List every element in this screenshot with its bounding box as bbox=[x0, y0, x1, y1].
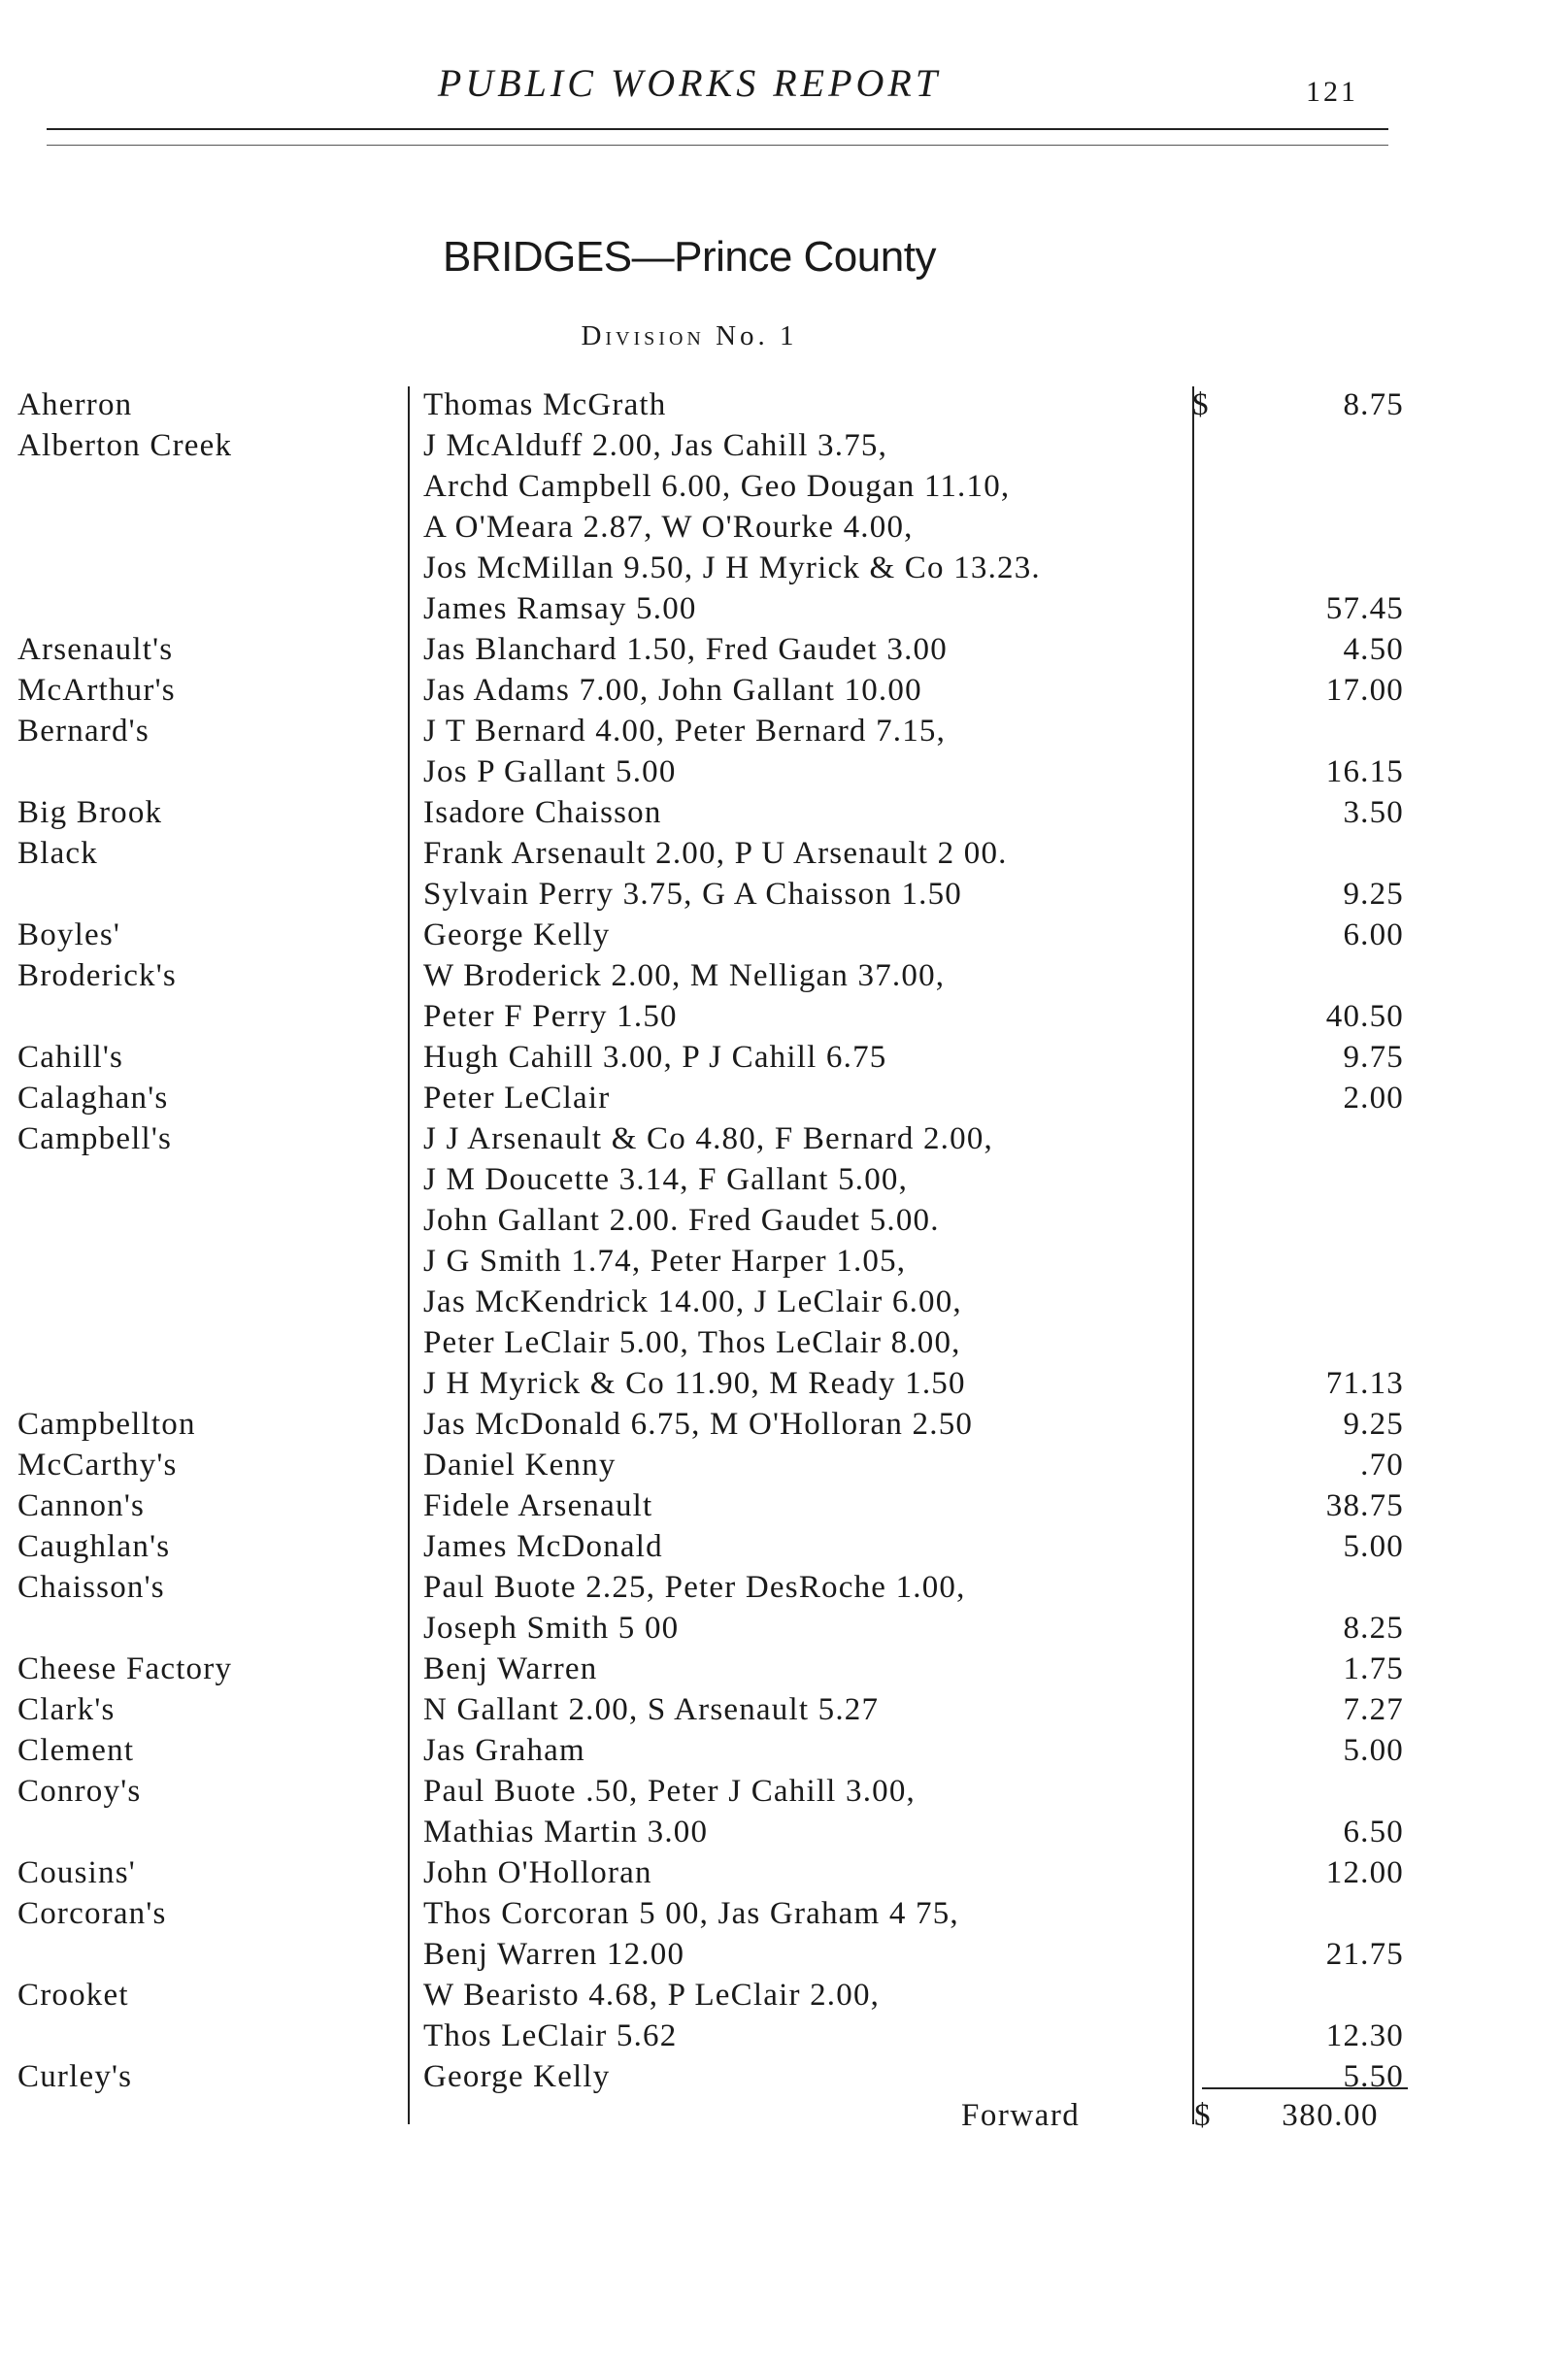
row-amount: 5.00 bbox=[1343, 1733, 1404, 1768]
payee-entries: A O'Meara 2.87, W O'Rourke 4.00, bbox=[423, 510, 914, 545]
bridge-name: Cahill's bbox=[17, 1040, 124, 1075]
payee-entries: Peter LeClair bbox=[423, 1081, 611, 1116]
bridge-name bbox=[10, 507, 416, 548]
forward-label: Forward bbox=[961, 2098, 1081, 2133]
bridge-name: Campbellton bbox=[17, 1407, 196, 1442]
ledger-row bbox=[10, 1608, 1418, 1649]
row-amount: 7.27 bbox=[1343, 1692, 1404, 1727]
payee-entries: J T Bernard 4.00, Peter Bernard 7.15, bbox=[423, 714, 947, 749]
bridge-ledger bbox=[10, 384, 1418, 2097]
bridge-name: Cousins' bbox=[17, 1855, 136, 1890]
row-amount bbox=[1210, 833, 1404, 874]
bridge-name: Curley's bbox=[17, 2059, 133, 2094]
payee-entries: Sylvain Perry 3.75, G A Chaisson 1.50 bbox=[423, 877, 962, 912]
row-amount bbox=[1210, 507, 1404, 548]
payee-entries: W Bearisto 4.68, P LeClair 2.00, bbox=[423, 1978, 881, 2013]
ledger-row bbox=[10, 1852, 1418, 1893]
ledger-row bbox=[10, 629, 1418, 670]
row-amount bbox=[1210, 1567, 1404, 1608]
bridge-name bbox=[10, 1322, 416, 1363]
bridge-name: Corcoran's bbox=[17, 1896, 167, 1931]
payee-entries: Jas Adams 7.00, John Gallant 10.00 bbox=[423, 673, 922, 708]
row-amount bbox=[1210, 1975, 1404, 2016]
page-number: 121 bbox=[1306, 76, 1358, 108]
dollar-sign: $ bbox=[1192, 387, 1209, 422]
ledger-row bbox=[10, 996, 1418, 1037]
ledger-row bbox=[10, 1934, 1418, 1975]
bridge-name bbox=[10, 996, 416, 1037]
bridge-name: Caughlan's bbox=[17, 1529, 171, 1564]
bridge-name bbox=[10, 1200, 416, 1241]
ledger-row bbox=[10, 955, 1418, 996]
ledger-row bbox=[10, 466, 1418, 507]
payee-entries: George Kelly bbox=[423, 917, 611, 952]
row-amount bbox=[1210, 425, 1404, 466]
payee-entries: Isadore Chaisson bbox=[423, 795, 662, 830]
bridge-name bbox=[10, 1608, 416, 1649]
row-amount: .70 bbox=[1360, 1448, 1404, 1483]
bridge-name bbox=[10, 548, 416, 588]
payee-entries: J M Doucette 3.14, F Gallant 5.00, bbox=[423, 1162, 909, 1197]
ledger-row bbox=[10, 1078, 1418, 1118]
row-amount bbox=[1210, 955, 1404, 996]
payee-entries: Joseph Smith 5 00 bbox=[423, 1611, 680, 1646]
bridge-name: Big Brook bbox=[17, 795, 163, 830]
bridge-name: Bernard's bbox=[17, 714, 150, 749]
ledger-row bbox=[10, 874, 1418, 915]
ledger-row bbox=[10, 548, 1418, 588]
bridge-name: Clement bbox=[17, 1733, 135, 1768]
row-amount: 21.75 bbox=[1325, 1937, 1404, 1972]
row-amount: 4.50 bbox=[1343, 632, 1404, 667]
bridge-name bbox=[10, 1241, 416, 1282]
payee-entries: Thos Corcoran 5 00, Jas Graham 4 75, bbox=[423, 1896, 959, 1931]
payee-entries: Archd Campbell 6.00, Geo Dougan 11.10, bbox=[423, 469, 1011, 504]
ledger-row bbox=[10, 1282, 1418, 1322]
ledger-row bbox=[10, 711, 1418, 751]
ledger-row bbox=[10, 1730, 1418, 1771]
row-amount: 8.75 bbox=[1343, 387, 1404, 422]
bridge-name: McCarthy's bbox=[17, 1448, 178, 1483]
payee-entries: Jos McMillan 9.50, J H Myrick & Co 13.23. bbox=[423, 550, 1041, 585]
bridge-name bbox=[10, 588, 416, 629]
bridge-name: Broderick's bbox=[17, 958, 177, 993]
payee-entries: Jas Blanchard 1.50, Fred Gaudet 3.00 bbox=[423, 632, 948, 667]
row-amount bbox=[1210, 711, 1404, 751]
ledger-row bbox=[10, 1567, 1418, 1608]
bridge-name: Cannon's bbox=[17, 1488, 146, 1523]
header-rule-thin bbox=[47, 145, 1388, 146]
payee-entries: Thomas McGrath bbox=[423, 387, 667, 422]
row-amount bbox=[1210, 1322, 1404, 1363]
ledger-row bbox=[10, 1200, 1418, 1241]
payee-entries: Peter F Perry 1.50 bbox=[423, 999, 678, 1034]
payee-entries: Hugh Cahill 3.00, P J Cahill 6.75 bbox=[423, 1040, 887, 1075]
bridge-name: Crooket bbox=[17, 1978, 129, 2013]
payee-entries: J J Arsenault & Co 4.80, F Bernard 2.00, bbox=[423, 1121, 993, 1156]
forward-amount: 380.00 bbox=[1282, 2098, 1379, 2133]
section-title: BRIDGES—Prince County bbox=[443, 233, 936, 281]
bridge-name: Conroy's bbox=[17, 1774, 142, 1809]
division-word: Division bbox=[581, 320, 705, 351]
row-amount: 3.50 bbox=[1343, 795, 1404, 830]
ledger-row bbox=[10, 2056, 1418, 2097]
row-amount: 57.45 bbox=[1325, 591, 1404, 626]
payee-entries: James McDonald bbox=[423, 1529, 663, 1564]
row-amount: 9.25 bbox=[1343, 1407, 1404, 1442]
row-amount bbox=[1210, 1118, 1404, 1159]
row-amount: 12.30 bbox=[1325, 2018, 1404, 2053]
row-amount: 2.00 bbox=[1343, 1081, 1404, 1116]
ledger-row bbox=[10, 1322, 1418, 1363]
payee-entries: Peter LeClair 5.00, Thos LeClair 8.00, bbox=[423, 1325, 961, 1360]
row-amount: 17.00 bbox=[1325, 673, 1404, 708]
ledger-row bbox=[10, 792, 1418, 833]
row-amount bbox=[1210, 1771, 1404, 1812]
bridge-name bbox=[10, 751, 416, 792]
row-amount: 8.25 bbox=[1343, 1611, 1404, 1646]
ledger-row bbox=[10, 915, 1418, 955]
ledger-row bbox=[10, 833, 1418, 874]
bridge-name bbox=[10, 874, 416, 915]
division-number: No. 1 bbox=[716, 320, 798, 351]
row-amount: 38.75 bbox=[1325, 1488, 1404, 1523]
payee-entries: Jas McKendrick 14.00, J LeClair 6.00, bbox=[423, 1284, 962, 1319]
payee-entries: Jas Graham bbox=[423, 1733, 585, 1768]
division-heading bbox=[0, 320, 1379, 352]
payee-entries: Paul Buote 2.25, Peter DesRoche 1.00, bbox=[423, 1570, 966, 1605]
ledger-row bbox=[10, 1404, 1418, 1445]
row-amount: 5.50 bbox=[1343, 2059, 1404, 2094]
row-amount: 71.13 bbox=[1325, 1366, 1404, 1401]
bridge-name: Black bbox=[17, 836, 98, 871]
row-amount bbox=[1210, 1282, 1404, 1322]
payee-entries: Daniel Kenny bbox=[423, 1448, 617, 1483]
row-amount: 1.75 bbox=[1343, 1651, 1404, 1686]
payee-entries: Jas McDonald 6.75, M O'Holloran 2.50 bbox=[423, 1407, 974, 1442]
bridge-name bbox=[10, 1282, 416, 1322]
bridge-name: Calaghan's bbox=[17, 1081, 169, 1116]
ledger-row bbox=[10, 2016, 1418, 2056]
payee-entries: J McAlduff 2.00, Jas Cahill 3.75, bbox=[423, 428, 888, 463]
ledger-row bbox=[10, 1118, 1418, 1159]
row-amount bbox=[1210, 1200, 1404, 1241]
payee-entries: Benj Warren bbox=[423, 1651, 598, 1686]
payee-entries: N Gallant 2.00, S Arsenault 5.27 bbox=[423, 1692, 880, 1727]
ledger-row bbox=[10, 751, 1418, 792]
payee-entries: Mathias Martin 3.00 bbox=[423, 1815, 709, 1849]
ledger-row bbox=[10, 425, 1418, 466]
payee-entries: James Ramsay 5.00 bbox=[423, 591, 697, 626]
payee-entries: W Broderick 2.00, M Nelligan 37.00, bbox=[423, 958, 946, 993]
payee-entries: J G Smith 1.74, Peter Harper 1.05, bbox=[423, 1244, 907, 1279]
ledger-row bbox=[10, 1037, 1418, 1078]
ledger-row bbox=[10, 1689, 1418, 1730]
ledger-row bbox=[10, 1812, 1418, 1852]
row-amount bbox=[1210, 1893, 1404, 1934]
payee-entries: George Kelly bbox=[423, 2059, 611, 2094]
payee-entries: J H Myrick & Co 11.90, M Ready 1.50 bbox=[423, 1366, 966, 1401]
bridge-name: Campbell's bbox=[17, 1121, 173, 1156]
ledger-row bbox=[10, 1771, 1418, 1812]
payee-entries: Jos P Gallant 5.00 bbox=[423, 754, 677, 789]
row-amount: 6.00 bbox=[1343, 917, 1404, 952]
payee-entries: John O'Holloran bbox=[423, 1855, 652, 1890]
bridge-name: Alberton Creek bbox=[17, 428, 233, 463]
bridge-name bbox=[10, 1934, 416, 1975]
row-amount bbox=[1210, 466, 1404, 507]
payee-entries: Frank Arsenault 2.00, P U Arsenault 2 00. bbox=[423, 836, 1008, 871]
ledger-row bbox=[10, 1526, 1418, 1567]
bridge-name: Aherron bbox=[17, 387, 133, 422]
bridge-name bbox=[10, 1812, 416, 1852]
row-amount: 5.00 bbox=[1343, 1529, 1404, 1564]
ledger-row bbox=[10, 670, 1418, 711]
ledger-row bbox=[10, 384, 1418, 425]
ledger-row bbox=[10, 1363, 1418, 1404]
payee-entries: Thos LeClair 5.62 bbox=[423, 2018, 678, 2053]
bridge-name: Arsenault's bbox=[17, 632, 174, 667]
row-amount bbox=[1210, 548, 1404, 588]
row-amount bbox=[1210, 1241, 1404, 1282]
ledger-row bbox=[10, 1241, 1418, 1282]
ledger-row bbox=[10, 1893, 1418, 1934]
row-amount: 9.75 bbox=[1343, 1040, 1404, 1075]
row-amount bbox=[1210, 1159, 1404, 1200]
ledger-row bbox=[10, 507, 1418, 548]
ledger-row bbox=[10, 1445, 1418, 1485]
row-amount: 16.15 bbox=[1325, 754, 1404, 789]
bridge-name bbox=[10, 1363, 416, 1404]
ledger-row bbox=[10, 1159, 1418, 1200]
row-amount: 12.00 bbox=[1325, 1855, 1404, 1890]
payee-entries: Fidele Arsenault bbox=[423, 1488, 653, 1523]
row-amount: 40.50 bbox=[1325, 999, 1404, 1034]
bridge-name: Chaisson's bbox=[17, 1570, 165, 1605]
bridge-name: Clark's bbox=[17, 1692, 116, 1727]
bridge-name bbox=[10, 466, 416, 507]
row-amount: 9.25 bbox=[1343, 877, 1404, 912]
bridge-name bbox=[10, 1159, 416, 1200]
ledger-row bbox=[10, 1649, 1418, 1689]
ledger-row bbox=[10, 1485, 1418, 1526]
payee-entries: John Gallant 2.00. Fred Gaudet 5.00. bbox=[423, 1203, 940, 1238]
ledger-row bbox=[10, 1975, 1418, 2016]
bridge-name: McArthur's bbox=[17, 673, 176, 708]
forward-dollar-sign: $ bbox=[1194, 2098, 1212, 2133]
payee-entries: Benj Warren 12.00 bbox=[423, 1937, 685, 1972]
running-title: PUBLIC WORKS REPORT bbox=[437, 61, 942, 105]
bridge-name bbox=[10, 2016, 416, 2056]
header-rule-thick bbox=[47, 128, 1388, 130]
bridge-name: Cheese Factory bbox=[17, 1651, 233, 1686]
row-amount: 6.50 bbox=[1343, 1815, 1404, 1849]
payee-entries: Paul Buote .50, Peter J Cahill 3.00, bbox=[423, 1774, 917, 1809]
bridge-name: Boyles' bbox=[17, 917, 121, 952]
ledger-row bbox=[10, 588, 1418, 629]
